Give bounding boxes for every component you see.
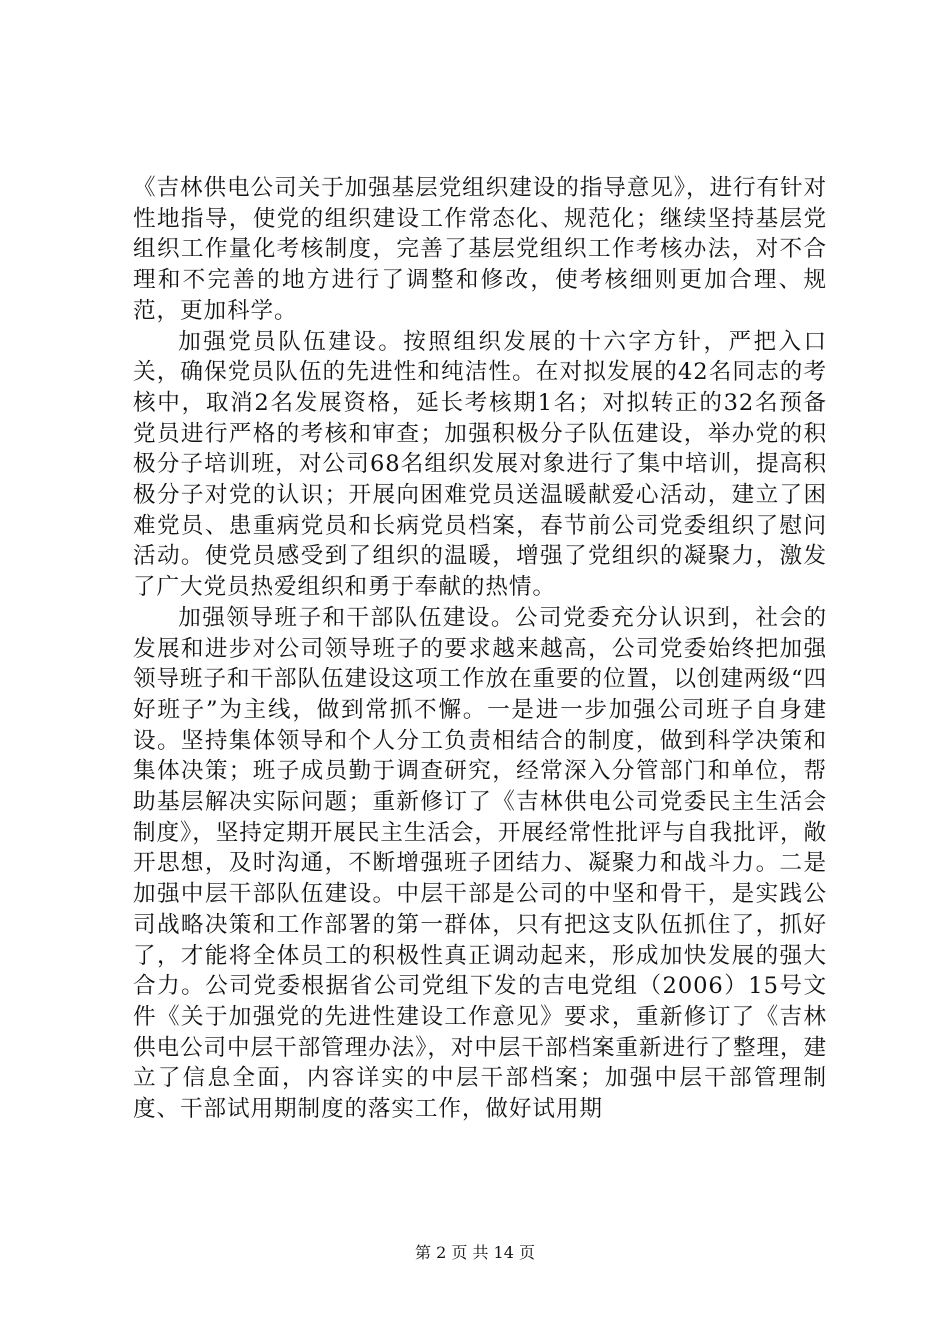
page-number-footer: 第 2 页 共 14 页 bbox=[415, 1243, 535, 1262]
paragraph-party-member-team: 加强党员队伍建设。按照组织发展的十六字方针，严把入口关，确保党员队伍的先进性和纯洁性。在对拟发展的42名同志的考核中，取消2名发展资格，延长考核期1名；对拟转正的32名预备党员进行严格的考核和审查；加强积极分子队伍建设，举办党的积极分子培训班，对公司68名组织发展对象进行了集中培训，提高积极分子对党的认识；开展向困难党员送温暖献爱心活动，建立了困难党员、患重病党员和长病党员档案，春节前公司党委组织了慰问活动。使党员感受到了组织的温暖，增强了党组织的凝聚力，激发了广大党员热爱组织和勇于奉献的热情。 bbox=[133, 328, 827, 601]
paragraph-continuation: 《吉林供电公司关于加强基层党组织建设的指导意见》，进行有针对性地指导，使党的组织建设工作常态化、规范化；继续坚持基层党组织工作量化考核制度，完善了基层党组织工作考核办法，对不合理和不完善的地方进行了调整和修改，使考核细则更加合理、规范，更加科学。 bbox=[133, 175, 827, 324]
document-body bbox=[133, 173, 827, 1125]
paragraph-leadership-team: 加强领导班子和干部队伍建设。公司党委充分认识到，社会的发展和进步对公司领导班子的要求越来越高，公司党委始终把加强领导班子和干部队伍建设这项工作放在重要的位置，以创建两级“四好班子”为主线，做到常抓不懈。一是进一步加强公司班子自身建设。坚持集体领导和个人分工负责相结合的制度，做到科学决策和集体决策；班子成员勤于调查研究，经常深入分管部门和单位，帮助基层解决实际问题；重新修订了《吉林供电公司党委民主生活会制度》，坚持定期开展民主生活会，开展经常性批评与自我批评，敞开思想，及时沟通，不断增强班子团结力、凝聚力和战斗力。二是加强中层干部队伍建设。中层干部是公司的中坚和骨干，是实践公司战略决策和工作部署的第一群体，只有把这支队伍抓住了，抓好了，才能将全体员工的积极性真正调动起来，形成加快发展的强大合力。公司党委根据省公司党组下发的吉电党组（2006）15号文件《关于加强党的先进性建设工作意见》要求，重新修订了《吉林供电公司中层干部管理办法》，对中层干部档案重新进行了整理，建立了信息全面，内容详实的中层干部档案；加强中层干部管理制度、干部试用期制度的落实工作，做好试用期 bbox=[133, 604, 827, 1123]
